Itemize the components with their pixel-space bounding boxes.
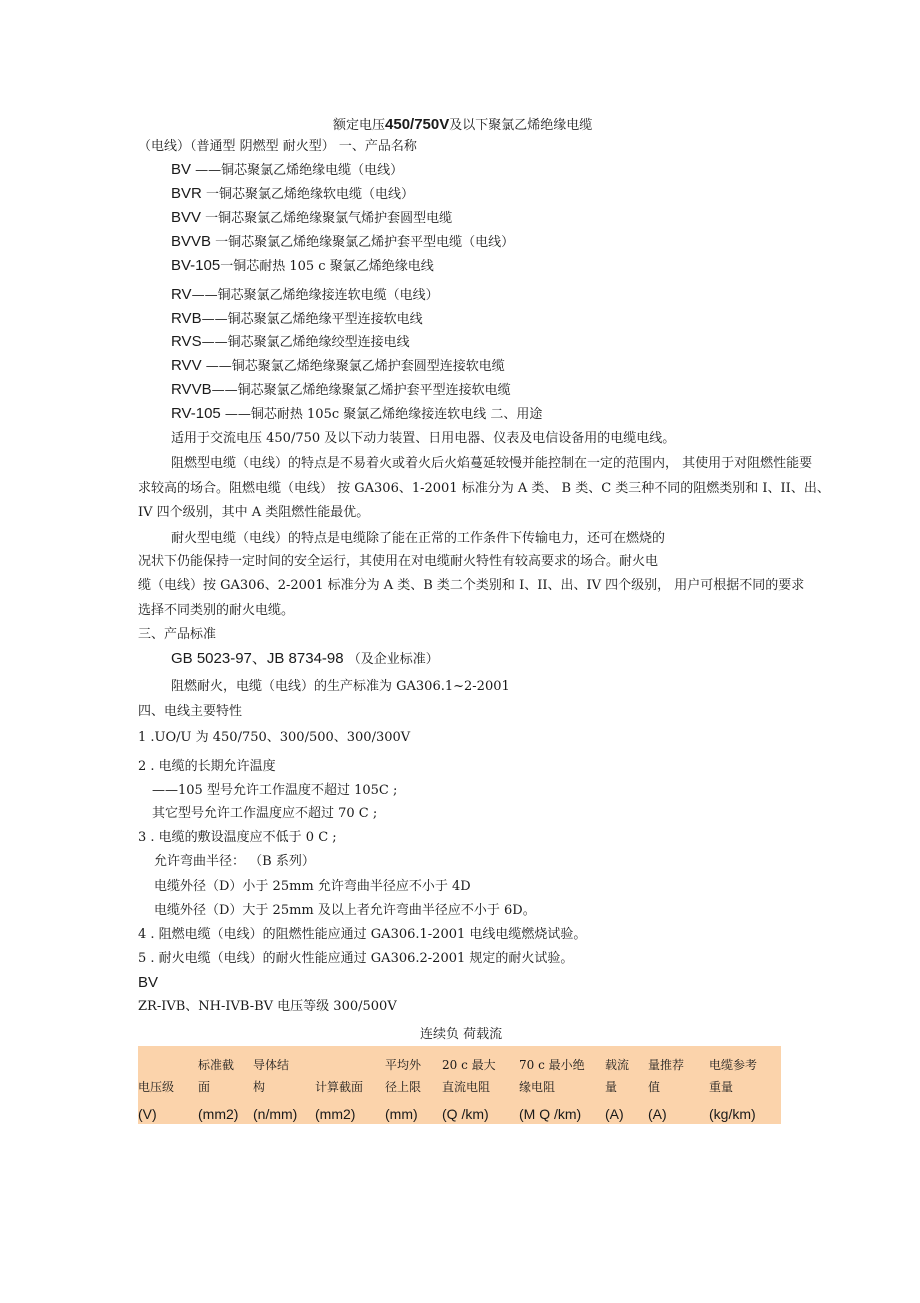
product-item: BVVB 一铜芯聚氯乙烯绝缘聚氯乙烯护套平型电缆（电线） <box>171 233 515 250</box>
col-structure-l2: 构 <box>253 1080 266 1094</box>
col-diameter-unit: (mm) <box>385 1106 418 1122</box>
property-2: 2 . 电缆的长期允许温度 <box>138 759 276 774</box>
page-title: 额定电压450/750V及以下聚氯乙烯绝缘电缆 <box>333 116 593 133</box>
col-structure-unit: (n/mm) <box>253 1106 298 1122</box>
product-item: RVV ——铜芯聚氯乙烯绝缘聚氯乙烯护套圆型连接软电缆 <box>171 357 505 374</box>
fire-para-line: 耐火型电缆（电线）的特点是电缆除了能在正常的工作条件下传输电力，还可在燃烧的 <box>171 531 666 546</box>
col-voltage-l2: 电压级 <box>138 1080 175 1094</box>
col-current-l1: 载流 <box>605 1058 630 1072</box>
fire-para-line: 缆（电线）按 GA306、2-2001 标准分为 A 类、B 类二个类别和 I、II、出、IV 四个级别， 用户可根据不同的要求 <box>138 578 805 593</box>
product-item: BVV 一铜芯聚氯乙烯绝缘聚氯气烯护套圆型电缆 <box>171 209 453 226</box>
product-bv: BV <box>138 974 159 991</box>
col-current-l2: 量 <box>605 1080 618 1094</box>
col-weight-unit: (kg/km) <box>709 1106 756 1122</box>
product-item: RV-105 ——铜芯耐热 105c 聚氯乙烯绝缘接连软电线 二、用途 <box>171 405 543 422</box>
product-item: RVB——铜芯聚氯乙烯绝缘平型连接软电线 <box>171 310 423 327</box>
col-recommended-unit: (A) <box>648 1106 667 1122</box>
flame-para-line: 阻燃型电缆（电线）的特点是不易着火或着火后火焰蔓延较慢并能控制在一定的范围内， 其使用于对阻燃性能要 <box>171 456 813 471</box>
col-voltage-unit: (V) <box>138 1106 157 1122</box>
col-insulation-l1: 70 c 最小绝 <box>519 1058 585 1072</box>
col-recommended-l2: 值 <box>648 1080 661 1094</box>
col-section-unit: (mm2) <box>198 1106 239 1122</box>
col-resistance-l2: 直流电阻 <box>442 1080 491 1094</box>
property-3a: 允许弯曲半径： （B 系列） <box>154 854 315 869</box>
flame-para-line: 求较高的场合。阻燃电缆（电线） 按 GA306、1-2001 标准分为 A 类、 B 类、C 类三种不同的阻燃类别和 I、II、出、 <box>138 481 830 496</box>
product-item: RVVB——铜芯聚氯乙烯绝缘聚氯乙烯护套平型连接软电缆 <box>171 381 511 398</box>
col-calc-l2: 计算截面 <box>315 1080 364 1094</box>
product-zr: ZR-IVB、NH-IVB-BV 电压等级 300/500V <box>138 999 397 1014</box>
properties-heading: 四、电线主要特性 <box>138 704 243 719</box>
col-section-l2: 面 <box>198 1080 211 1094</box>
col-structure-l1: 导体结 <box>253 1058 290 1072</box>
standards-gb: GB 5023-97、JB 8734-98 （及企业标准） <box>171 650 439 667</box>
standards-heading: 三、产品标准 <box>138 627 217 642</box>
property-1: 1 .UO/U 为 450/750、300/500、300/300V <box>138 730 411 745</box>
col-weight-l2: 重量 <box>709 1080 734 1094</box>
col-insulation-l2: 缘电阻 <box>519 1080 556 1094</box>
col-calc-unit: (mm2) <box>315 1106 356 1122</box>
product-item: RV——铜芯聚氯乙烯绝缘接连软电缆（电线） <box>171 286 439 303</box>
property-4: 4 . 阻燃电缆（电线）的阻燃性能应通过 GA306.1-2001 电线电缆燃烧试验。 <box>138 927 587 942</box>
flame-para-line: IV 四个级别，其中 A 类阻燃性能最优。 <box>138 505 370 520</box>
standards-flame-fire: 阻燃耐火，电缆（电线）的生产标准为 GA306.1~2-2001 <box>171 679 510 694</box>
usage-text: 适用于交流电压 450/750 及以下动力装置、日用电器、仪表及电信设备用的电缆电线。 <box>171 431 676 446</box>
product-item: BVR 一铜芯聚氯乙烯绝缘软电缆（电线） <box>171 185 414 202</box>
line-types: （电线）（普通型 阴燃型 耐火型） 一、产品名称 <box>138 139 417 154</box>
spec-table-header <box>138 1046 781 1124</box>
col-resistance-l1: 20 c 最大 <box>442 1058 496 1072</box>
col-current-unit: (A) <box>605 1106 624 1122</box>
col-insulation-unit: (M Q /km) <box>519 1106 582 1122</box>
product-item: BV ——铜芯聚氯乙烯绝缘电缆（电线） <box>171 161 404 178</box>
property-3: 3 . 电缆的敷设温度应不低于 0 C ; <box>138 830 337 845</box>
col-recommended-l1: 量推荐 <box>648 1058 685 1072</box>
table-caption: 连续负 荷载流 <box>420 1027 503 1042</box>
col-diameter-l1: 平均外 <box>385 1058 422 1072</box>
col-diameter-l2: 径上限 <box>385 1080 422 1094</box>
col-weight-l1: 电缆参考 <box>709 1058 758 1072</box>
product-item: RVS——铜芯聚氯乙烯绝缘绞型连接电线 <box>171 333 410 350</box>
product-item: BV-105一铜芯耐热 105 c 聚氯乙烯绝缘电线 <box>171 257 434 274</box>
col-resistance-unit: (Q /km) <box>442 1106 489 1122</box>
property-5: 5 . 耐火电缆（电线）的耐火性能应通过 GA306.2-2001 规定的耐火试验。 <box>138 951 574 966</box>
fire-para-line: 选择不同类别的耐火电缆。 <box>138 603 295 618</box>
property-3b: 电缆外径（D）小于 25mm 允许弯曲半径应不小于 4D <box>154 879 471 894</box>
fire-para-line: 况状下仍能保持一定时间的安全运行，其使用在对电缆耐火特性有较高要求的场合。耐火电 <box>138 554 659 569</box>
col-section-l1: 标准截 <box>198 1058 235 1072</box>
property-2a: ——105 型号允许工作温度不超过 105C ; <box>152 783 398 798</box>
property-2b: 其它型号允许工作温度应不超过 70 C ; <box>152 806 378 821</box>
property-3c: 电缆外径（D）大于 25mm 及以上者允许弯曲半径应不小于 6D。 <box>154 903 536 918</box>
